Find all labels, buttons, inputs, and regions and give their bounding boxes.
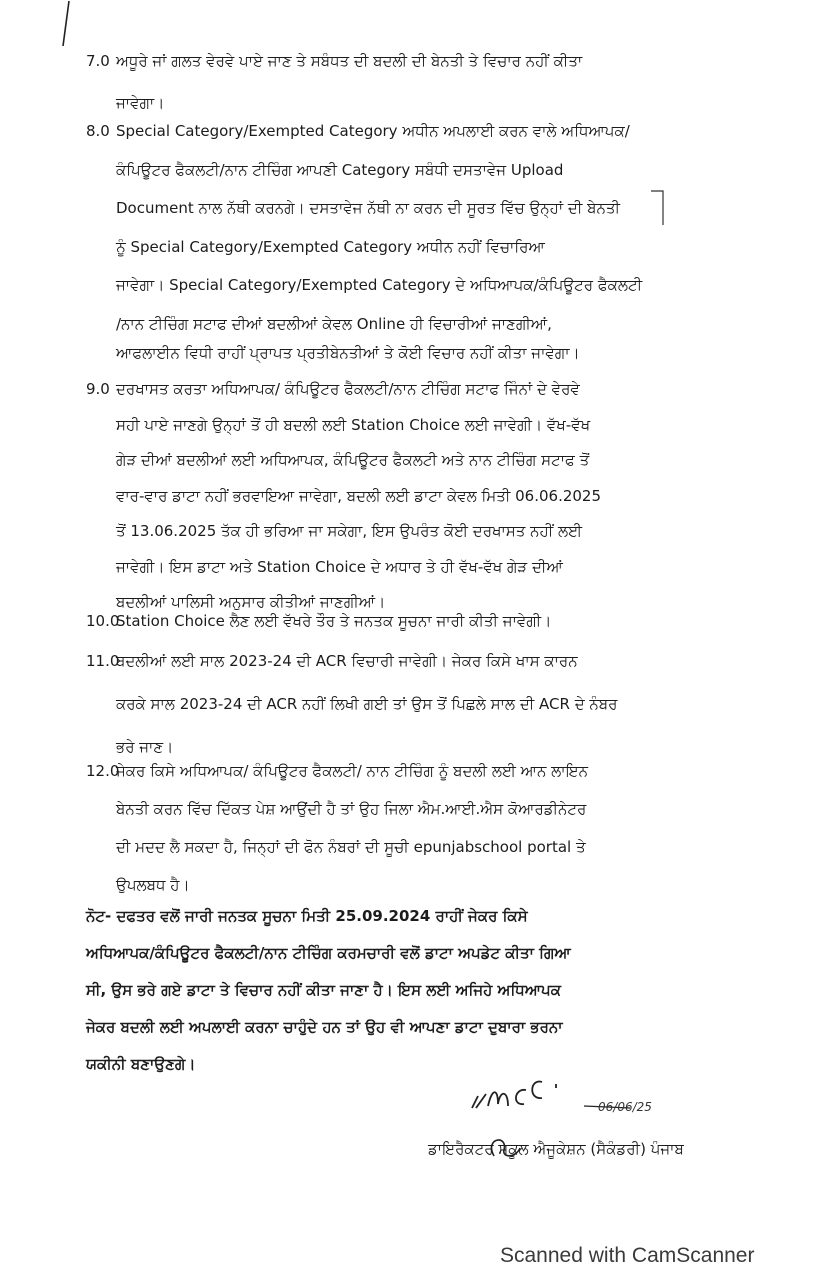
note-line: ਸੀ, ਉਸ ਭਰੇ ਗਏ ਡਾਟਾ ਤੇ ਵਿਚਾਰ ਨਹੀਂ ਕੀਤਾ ਜਾਣਾ ਹੈ। ਇਸ ਲਈ ਅਜਿਹੇ ਅਧਿਆਪਕ <box>86 981 561 999</box>
clause-number: 7.0 <box>86 52 110 70</box>
clause-line: ਆਫਲਾਈਨ ਵਿਧੀ ਰਾਹੀਂ ਪ੍ਰਾਪਤ ਪ੍ਰਤੀਬੇਨਤੀਆਂ ਤੇ ਕੋਈ ਵਿਚਾਰ ਨਹੀਂ ਕੀਤਾ ਜਾਵੇਗਾ। <box>116 344 580 362</box>
note-line: ਜੇਕਰ ਬਦਲੀ ਲਈ ਅਪਲਾਈ ਕਰਨਾ ਚਾਹੁੰਦੇ ਹਨ ਤਾਂ ਉਹ ਵੀ ਆਪਣਾ ਡਾਟਾ ਦੁਬਾਰਾ ਭਰਨਾ <box>86 1018 563 1036</box>
clause-9 <box>86 372 676 621</box>
clause-line: ਨੂੰ Special Category/Exempted Category ਅਧੀਨ ਨਹੀਂ ਵਿਚਾਰਿਆ <box>116 237 545 256</box>
note-line: ਅਧਿਆਪਕ/ਕੰਪਿਊਟਰ ਫੈਕਲਟੀ/ਨਾਨ ਟੀਚਿੰਗ ਕਰਮਚਾਰੀ ਵਲੋਂ ਡਾਟਾ ਅਪਡੇਟ ਕੀਤਾ ਗਿਆ <box>86 944 571 962</box>
clause-line: ਅਧੂਰੇ ਜਾਂ ਗਲਤ ਵੇਰਵੇ ਪਾਏ ਜਾਣ ਤੇ ਸਬੰਧਤ ਦੀ ਬਦਲੀ ਦੀ ਬੇਨਤੀ ਤੇ ਵਿਚਾਰ ਨਹੀਂ ਕੀਤਾ <box>116 52 583 70</box>
clause-line: /ਨਾਨ ਟੀਚਿੰਗ ਸਟਾਫ ਦੀਆਂ ਬਦਲੀਆਂ ਕੇਵਲ Online ਹੀ ਵਿਚਾਰੀਆਂ ਜਾਣਗੀਆਂ, <box>116 314 552 333</box>
clause-line: Document ਨਾਲ ਨੱਥੀ ਕਰਨਗੇ। ਦਸਤਾਵੇਜ ਨੱਥੀ ਨਾ ਕਰਨ ਦੀ ਸੂਰਤ ਵਿੱਚ ਉਨ੍ਹਾਂ ਦੀ ਬੇਨਤੀ <box>116 199 620 217</box>
clause-line: ਜੇਕਰ ਕਿਸੇ ਅਧਿਆਪਕ/ ਕੰਪਿਊਟਰ ਫੈਕਲਟੀ/ ਨਾਨ ਟੀਚਿੰਗ ਨੂੰ ਬਦਲੀ ਲਈ ਆਨ ਲਾਇਨ <box>116 762 588 780</box>
note-block <box>86 898 686 1083</box>
clause-number: 10.0 <box>86 612 120 630</box>
signature-date: 06/06/25 <box>598 1100 652 1114</box>
clause-number: 11.0 <box>86 652 120 670</box>
pen-mark <box>648 188 668 228</box>
clause-line: ਗੇੜ ਦੀਆਂ ਬਦਲੀਆਂ ਲਈ ਅਧਿਆਪਕ, ਕੰਪਿਊਟਰ ਫੈਕਲਟੀ ਅਤੇ ਨਾਨ ਟੀਚਿੰਗ ਸਟਾਫ ਤੋਂ <box>116 451 590 469</box>
clause-8 <box>86 112 676 363</box>
signatory-designation: ਡਾਇਰੈਕਟਰ ਸਕੂਲ ਐਜੂਕੇਸ਼ਨ (ਸੈਕੰਡਰੀ) ਪੰਜਾਬ <box>428 1140 684 1158</box>
clause-line: ਕਰਕੇ ਸਾਲ 2023-24 ਦੀ ACR ਨਹੀਂ ਲਿਖੀ ਗਈ ਤਾਂ ਉਸ ਤੋਂ ਪਿਛਲੇ ਸਾਲ ਦੀ ACR ਦੇ ਨੰਬਰ <box>116 695 618 713</box>
clause-line: ਤੋਂ 13.06.2025 ਤੱਕ ਹੀ ਭਰਿਆ ਜਾ ਸਕੇਗਾ, ਇਸ ਉਪਰੰਤ ਕੋਈ ਦਰਖਾਸਤ ਨਹੀਂ ਲਈ <box>116 522 583 540</box>
clause-line: ਵਾਰ-ਵਾਰ ਡਾਟਾ ਨਹੀਂ ਭਰਵਾਇਆ ਜਾਵੇਗਾ, ਬਦਲੀ ਲਈ ਡਾਟਾ ਕੇਵਲ ਮਿਤੀ 06.06.2025 <box>116 486 602 505</box>
clause-line: ਕੰਪਿਊਟਰ ਫੈਕਲਟੀ/ਨਾਨ ਟੀਚਿੰਗ ਆਪਣੀ Category ਸਬੰਧੀ ਦਸਤਾਵੇਜ Upload <box>116 160 564 179</box>
clause-line: ਜਾਵੇਗਾ। <box>116 94 165 112</box>
clause-number: 8.0 <box>86 122 110 140</box>
clause-line: ਦੀ ਮਦਦ ਲੈ ਸਕਦਾ ਹੈ, ਜਿਨ੍ਹਾਂ ਦੀ ਫੋਨ ਨੰਬਰਾਂ ਦੀ ਸੂਚੀ epunjabschool portal ਤੇ <box>116 838 586 856</box>
clause-line: ਸਹੀ ਪਾਏ ਜਾਣਗੇ ਉਨ੍ਹਾਂ ਤੋਂ ਹੀ ਬਦਲੀ ਲਈ Station Choice ਲਈ ਜਾਵੇਗੀ। ਵੱਖ-ਵੱਖ <box>116 415 591 434</box>
clause-12 <box>86 752 676 904</box>
clause-line: ਉਪਲਬਧ ਹੈ। <box>116 876 190 894</box>
clause-line: ਬੇਨਤੀ ਕਰਨ ਵਿੱਚ ਦਿੱਕਤ ਪੇਸ਼ ਆਉਂਦੀ ਹੈ ਤਾਂ ਉਹ ਜਿਲਾ ਐਮ.ਆਈ.ਐਸ ਕੋਆਰਡੀਨੇਟਰ <box>116 800 587 818</box>
note-line: ਯਕੀਨੀ ਬਣਾਉਣਗੇ। <box>86 1055 196 1073</box>
camscanner-watermark: Scanned with CamScanner <box>500 1244 755 1267</box>
clause-number: 12.0 <box>86 762 120 780</box>
pen-mark <box>60 0 72 48</box>
clause-11 <box>86 640 676 769</box>
clause-number: 9.0 <box>86 380 110 398</box>
clause-line: ਦਰਖਾਸਤ ਕਰਤਾ ਅਧਿਆਪਕ/ ਕੰਪਿਊਟਰ ਫੈਕਲਟੀ/ਨਾਨ ਟੀਚਿੰਗ ਸਟਾਫ ਜਿੰਨਾਂ ਦੇ ਵੇਰਵੇ <box>116 380 580 398</box>
clause-line: Special Category/Exempted Category ਅਧੀਨ ਅਪਲਾਈ ਕਰਨ ਵਾਲੇ ਅਧਿਆਪਕ/ <box>116 122 630 140</box>
clause-line: ਜਾਵੇਗੀ। ਇਸ ਡਾਟਾ ਅਤੇ Station Choice ਦੇ ਅਧਾਰ ਤੇ ਹੀ ਵੱਖ-ਵੱਖ ਗੇੜ ਦੀਆਂ <box>116 557 563 576</box>
clause-line: ਬਦਲੀਆਂ ਪਾਲਿਸੀ ਅਨੁਸਾਰ ਕੀਤੀਆਂ ਜਾਣਗੀਆਂ। <box>116 593 386 611</box>
clause-10 <box>86 606 676 636</box>
clause-line: Station Choice ਲੈਣ ਲਈ ਵੱਖਰੇ ਤੌਰ ਤੇ ਜਨਤਕ ਸੂਚਨਾ ਜਾਰੀ ਕੀਤੀ ਜਾਵੇਗੀ। <box>116 612 552 630</box>
clause-line: ਭਰੇ ਜਾਣ। <box>116 738 174 756</box>
clause-line: ਬਦਲੀਆਂ ਲਈ ਸਾਲ 2023-24 ਦੀ ACR ਵਿਚਾਰੀ ਜਾਵੇਗੀ। ਜੇਕਰ ਕਿਸੇ ਖਾਸ ਕਾਰਨ <box>116 652 578 670</box>
clause-line: ਜਾਵੇਗਾ। Special Category/Exempted Category ਦੇ ਅਧਿਆਪਕ/ਕੰਪਿਊਟਰ ਫੈਕਲਟੀ <box>116 276 643 294</box>
note-line: ਨੋਟ- ਦਫਤਰ ਵਲੋਂ ਜਾਰੀ ਜਨਤਕ ਸੂਚਨਾ ਮਿਤੀ 25.09.2024 ਰਾਹੀਂ ਜੇਕਰ ਕਿਸੇ <box>86 907 528 925</box>
